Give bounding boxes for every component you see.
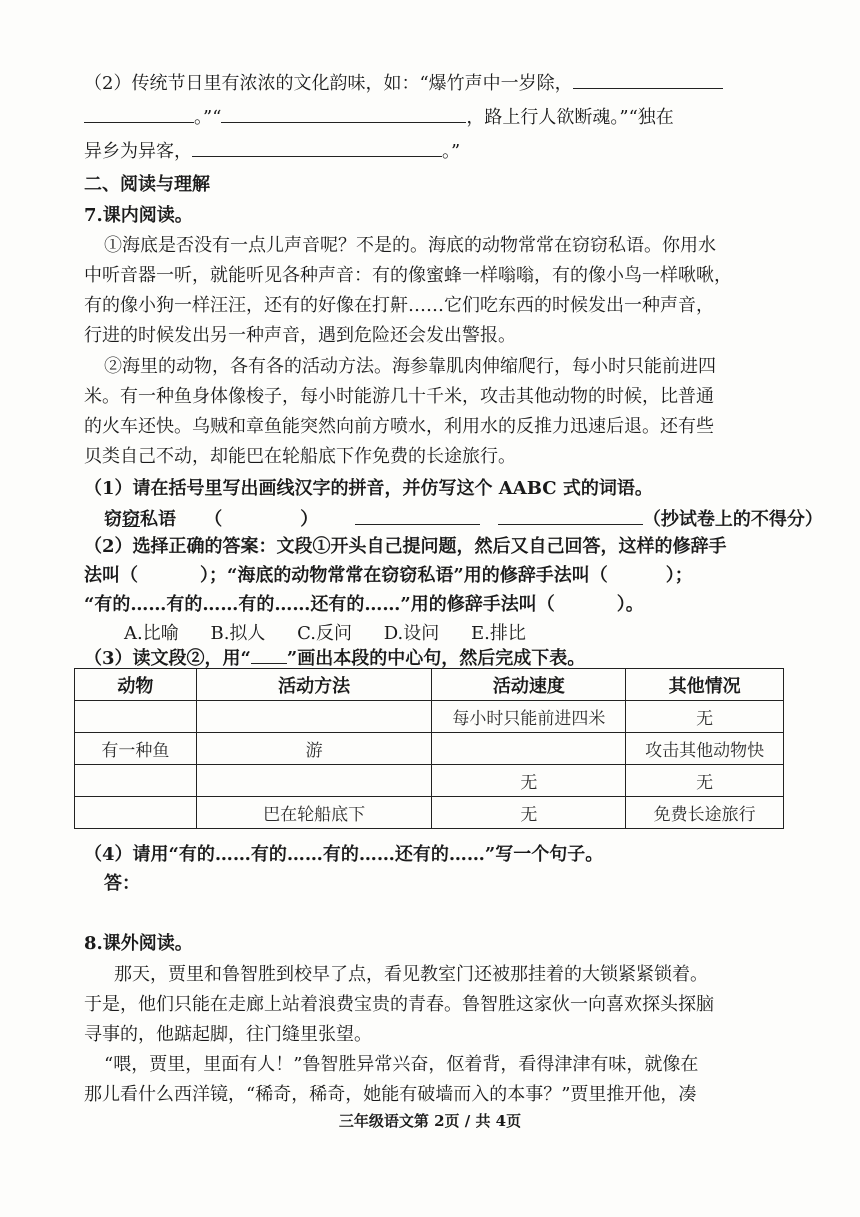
q8-para1-line: 于是，他们只能在走廊上站着浪费宝贵的青春。鲁智胜这家伙一向喜欢探头探脑 [84, 994, 714, 1015]
q7-sub2-text: 法叫（ [84, 565, 138, 586]
table-cell[interactable] [75, 701, 197, 733]
option-e[interactable]: E.排比 [471, 623, 526, 644]
option-a[interactable]: A.比喻 [124, 623, 179, 644]
option-c[interactable]: C.反问 [297, 623, 353, 644]
answer-label: 答： [104, 873, 140, 894]
fill-blank[interactable] [573, 70, 723, 89]
table-header: 动物 [75, 669, 197, 701]
fill-blank[interactable] [221, 104, 466, 123]
word-char: 私语 [140, 509, 176, 530]
q6-2-text: （2）传统节日里有浓浓的文化韵味，如：“爆竹声中一岁除， [84, 73, 573, 94]
fill-blank[interactable] [84, 104, 194, 123]
q6-2-text: ，路上行人欲断魂。”“独在 [466, 107, 674, 128]
table-cell[interactable]: 有一种鱼 [75, 733, 197, 765]
table-cell[interactable]: 巴在轮船底下 [196, 797, 432, 829]
table-cell[interactable] [432, 733, 626, 765]
q7-sub2-line3 [84, 593, 644, 617]
option-b[interactable]: B.拟人 [210, 623, 266, 644]
table-cell[interactable]: 无 [626, 701, 784, 733]
table-cell[interactable]: 攻击其他动物快 [626, 733, 784, 765]
table-header: 其他情况 [626, 669, 784, 701]
word-char: 窃 [104, 509, 122, 530]
fill-blank[interactable] [498, 506, 643, 525]
table-cell[interactable] [75, 797, 197, 829]
q7-sub2-text: ）。 [616, 594, 644, 615]
q7-sub2-line1: （2）选择正确的答案：文段①开头自己提问题，然后又自己回答，这样的修辞手 [84, 536, 727, 557]
table-cell[interactable]: 免费长途旅行 [626, 797, 784, 829]
option-d[interactable]: D.设问 [383, 623, 440, 644]
q7-para2-line: ②海里的动物，各有各的活动方法。海参靠肌肉伸缩爬行，每小时只能前进四 [104, 356, 716, 377]
table-cell[interactable] [196, 701, 432, 733]
q7-sub3-text: （3）读文段②，用“ [84, 648, 251, 669]
q7-title: 7.课内阅读。 [84, 205, 193, 226]
q7-para1-line: 有的像小狗一样汪汪，还有的好像在打鼾……它们吃东西的时候发出一种声音， [84, 295, 714, 316]
q7-para2-line: 米。有一种鱼身体像梭子，每小时能游几十千米，攻击其他动物的时候，比普通 [84, 386, 714, 407]
q7-sub2-text: “有的……有的……有的……还有的……”用的修辞手法叫（ [84, 594, 555, 615]
table-cell[interactable]: 无 [432, 797, 626, 829]
q6-2-text: 。”“ [194, 107, 222, 128]
q8-para2-line: 那儿看什么西洋镜，“稀奇，稀奇，她能有破墙而入的本事？”贾里推开他，凑 [84, 1084, 697, 1105]
q7-sub1-answer-line [104, 506, 823, 532]
q7-sub2-line2 [84, 564, 693, 588]
q7-sub3-text: ”画出本段的中心句，然后完成下表。 [286, 648, 586, 669]
q6-2-line2 [84, 104, 674, 130]
table-cell[interactable]: 游 [196, 733, 432, 765]
q6-2-text: 。” [442, 141, 461, 162]
table-row [75, 765, 784, 797]
q8-para2-line: “喂，贾里，里面有人！”鲁智胜异常兴奋，伛着背，看得津津有味，就像在 [104, 1054, 699, 1075]
paren-open: （ [204, 509, 223, 530]
q7-options [124, 622, 552, 646]
table-row [75, 797, 784, 829]
q6-2-text: 异乡为异客， [84, 141, 192, 162]
q7-sub2-text: ）； [665, 565, 693, 586]
q6-2-line3 [84, 138, 460, 164]
sub1-note: （抄试卷上的不得分） [642, 509, 823, 530]
table-header-row [75, 669, 784, 701]
table-cell[interactable] [196, 765, 432, 797]
table-cell[interactable]: 每小时只能前进四米 [432, 701, 626, 733]
q7-sub2-text: ）；“海底的动物常常在窃窃私语”用的修辞手法叫（ [200, 565, 608, 586]
table-row [75, 733, 784, 765]
paren-close: ） [300, 509, 319, 530]
q8-para1-line: 那天，贾里和鲁智胜到校早了点，看见教室门还被那挂着的大锁紧紧锁着。 [114, 964, 708, 985]
q7-para1-line: 行进的时候发出另一种声音，遇到危险还会发出警报。 [84, 325, 516, 346]
fill-blank[interactable] [192, 138, 442, 157]
underlined-char: 窃 [122, 509, 140, 530]
q7-para2-line: 的火车还快。乌贼和章鱼能突然向前方喷水，利用水的反推力迅速后退。还有些 [84, 416, 714, 437]
table-row [75, 701, 784, 733]
q6-2-line1 [84, 70, 723, 96]
q7-para1-line: ①海底是否没有一点儿声音呢？不是的。海底的动物常常在窃窃私语。你用水 [104, 235, 716, 256]
fill-blank[interactable] [355, 506, 480, 525]
table-cell[interactable] [75, 765, 197, 797]
table-cell[interactable]: 无 [432, 765, 626, 797]
q8-title: 8.课外阅读。 [84, 933, 193, 954]
q7-para2-line: 贝类自己不动，却能巴在轮船底下作免费的长途旅行。 [84, 446, 516, 467]
table-header: 活动速度 [432, 669, 626, 701]
table-header: 活动方法 [196, 669, 432, 701]
underline-sample [251, 647, 287, 664]
q7-para1-line: 中听音器一听，就能听见各种声音：有的像蜜蜂一样嗡嗡，有的像小鸟一样啾啾， [84, 265, 732, 286]
q7-sub4: （4）请用“有的……有的……有的……还有的……”写一个句子。 [84, 844, 604, 865]
activity-table [74, 668, 784, 829]
q7-sub1: （1）请在括号里写出画线汉字的拼音，并仿写这个 AABC 式的词语。 [84, 478, 653, 499]
page-footer: 三年级语文第 2页 / 共 4页 [338, 1112, 522, 1130]
q8-para1-line: 寻事的，他踮起脚，往门缝里张望。 [84, 1024, 372, 1045]
table-cell[interactable]: 无 [626, 765, 784, 797]
section-title: 二、阅读与理解 [84, 174, 210, 195]
